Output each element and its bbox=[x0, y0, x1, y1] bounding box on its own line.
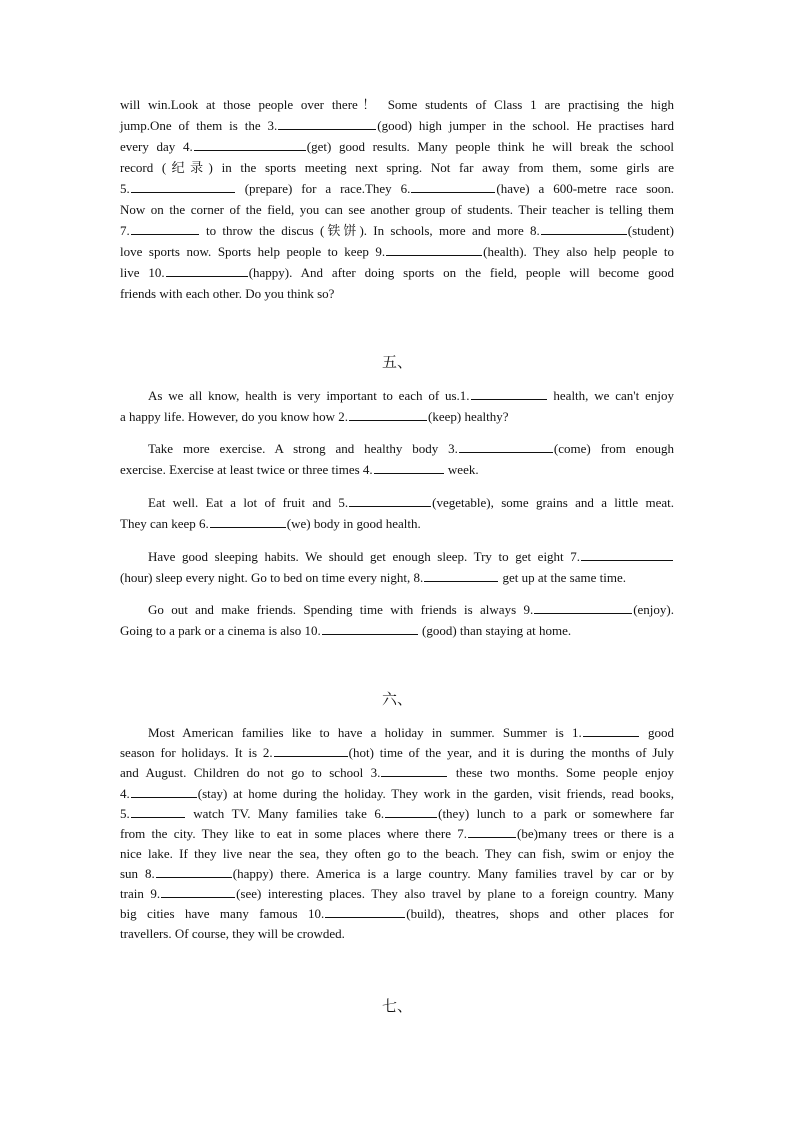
passage-line: Now on the corner of the field, you can see another group of students. Their teacher is telling them bbox=[120, 202, 674, 217]
passage-line: will win.Look at those people over there！ Some students of Class 1 are practising the high bbox=[120, 97, 674, 112]
passage-line: Eat well. Eat a lot of fruit and 5. (vegetable), some grains and a little meat. bbox=[148, 495, 674, 510]
answer-blank-8[interactable] bbox=[424, 568, 498, 582]
passage-line: sun 8. (happy) there. America is a large country. Many families travel by car or by bbox=[120, 866, 674, 881]
passage-line: 4. (stay) at home during the holiday. They work in the garden, visit friends, read books, bbox=[120, 786, 674, 801]
answer-blank-3[interactable] bbox=[278, 116, 376, 130]
answer-blank-2[interactable] bbox=[274, 743, 348, 757]
answer-blank-7[interactable] bbox=[468, 824, 516, 838]
passage-line: (hour) sleep every night. Go to bed on time every night, 8. get up at the same time. bbox=[120, 570, 626, 585]
answer-blank-5[interactable] bbox=[349, 493, 431, 507]
passage-line: exercise. Exercise at least twice or three times 4. week. bbox=[120, 462, 479, 477]
section-heading-seven: 七、 bbox=[381, 997, 412, 1015]
answer-blank-4[interactable] bbox=[194, 137, 306, 151]
answer-blank-3[interactable] bbox=[381, 763, 447, 777]
answer-blank-9[interactable] bbox=[534, 600, 632, 614]
answer-blank-1[interactable] bbox=[583, 723, 639, 737]
passage-line: Going to a park or a cinema is also 10. (good) than staying at home. bbox=[120, 623, 572, 638]
passage-line: 5. watch TV. Many families take 6. (they) lunch to a park or somewhere far bbox=[120, 806, 675, 821]
passage-line: love sports now. Sports help people to keep 9. (health). They also help people to bbox=[120, 244, 674, 259]
passage-line: big cities have many famous 10. (build), theatres, shops and other places for bbox=[120, 906, 674, 921]
passage-line: and August. Children do not go to school 3. these two months. Some people enjoy bbox=[120, 765, 674, 780]
passage-line: As we all know, health is very important to each of us.1. health, we can't enjoy bbox=[148, 388, 674, 403]
answer-blank-4[interactable] bbox=[374, 460, 444, 474]
passage-line: jump.One of them is the 3. (good) high jumper in the school. He practises hard bbox=[120, 118, 674, 133]
answer-blank-10[interactable] bbox=[166, 263, 248, 277]
answer-blank-8[interactable] bbox=[156, 864, 232, 878]
passage-line: travellers. Of course, they will be crowded. bbox=[120, 926, 345, 941]
passage-line: live 10. (happy). And after doing sports on the field, people will become good bbox=[120, 265, 674, 280]
answer-blank-5[interactable] bbox=[131, 179, 235, 193]
passage-line: from the city. They like to eat in some places where there 7. (be)many trees or there is a bbox=[120, 826, 674, 841]
passage-line: record (纪录) in the sports meeting next spring. Not far away from them, some girls are bbox=[120, 160, 674, 175]
passage-line: Take more exercise. A strong and healthy body 3. (come) from enough bbox=[148, 441, 674, 456]
passage-line: Most American families like to have a holiday in summer. Summer is 1. good bbox=[148, 725, 674, 740]
answer-blank-5[interactable] bbox=[131, 804, 185, 818]
passage-line: nice lake. If they live near the sea, they often go to the beach. They can fish, swim or enjoy the bbox=[120, 846, 674, 861]
passage-line: Have good sleeping habits. We should get enough sleep. Try to get eight 7. bbox=[148, 547, 674, 567]
answer-blank-9[interactable] bbox=[161, 884, 235, 898]
answer-blank-10[interactable] bbox=[322, 621, 418, 635]
passage-line: They can keep 6. (we) body in good health. bbox=[120, 516, 421, 531]
answer-blank-3[interactable] bbox=[459, 439, 553, 453]
answer-blank-9[interactable] bbox=[386, 242, 482, 256]
answer-blank-7[interactable] bbox=[131, 221, 199, 235]
answer-blank-6[interactable] bbox=[210, 514, 286, 528]
answer-blank-2[interactable] bbox=[349, 407, 427, 421]
answer-blank-6[interactable] bbox=[385, 804, 437, 818]
passage-line: train 9. (see) interesting places. They also travel by plane to a foreign country. Many bbox=[120, 886, 674, 901]
answer-blank-1[interactable] bbox=[471, 386, 547, 400]
passage-line: friends with each other. Do you think so? bbox=[120, 286, 335, 301]
section-heading-five: 五、 bbox=[381, 353, 412, 371]
passage-line: a happy life. However, do you know how 2. (keep) healthy? bbox=[120, 409, 509, 424]
passage-line: 7. to throw the discus (铁饼). In schools, more and more 8. (student) bbox=[120, 223, 674, 238]
passage-line: Go out and make friends. Spending time with friends is always 9. (enjoy). bbox=[148, 602, 674, 617]
passage-line: 5. (prepare) for a race.They 6. (have) a 600-metre race soon. bbox=[120, 181, 675, 196]
answer-blank-4[interactable] bbox=[131, 784, 197, 798]
passage-line: every day 4. (get) good results. Many people think he will break the school bbox=[120, 139, 675, 154]
answer-blank-6[interactable] bbox=[411, 179, 495, 193]
section-heading-six: 六、 bbox=[381, 690, 412, 708]
passage-line: season for holidays. It is 2. (hot) time of the year, and it is during the months of July bbox=[120, 745, 674, 760]
answer-blank-8[interactable] bbox=[541, 221, 627, 235]
answer-blank-7[interactable] bbox=[581, 547, 673, 561]
answer-blank-10[interactable] bbox=[325, 904, 405, 918]
